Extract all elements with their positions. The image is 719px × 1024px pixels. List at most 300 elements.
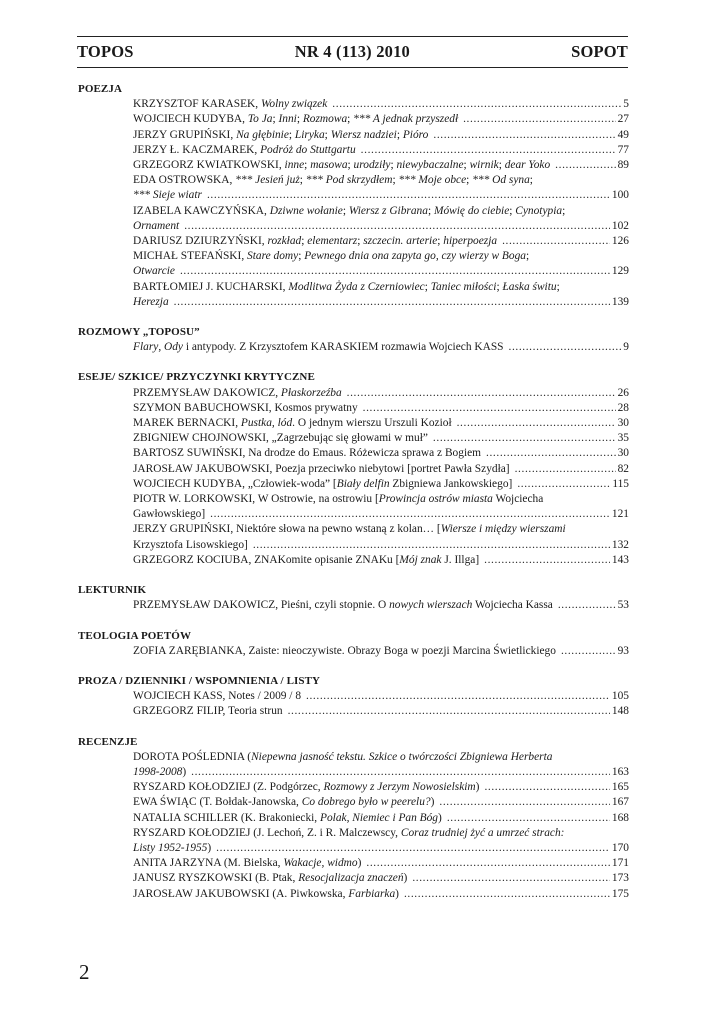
dot-leader	[509, 340, 622, 355]
entry-title-italic: Rozmowy z Jerzym Nowosielskim	[323, 781, 476, 794]
entry-title-italic: Rozmowa	[302, 113, 348, 126]
entry-title-italic: wirnik	[469, 159, 499, 172]
entry-text: WOJCIECH KUDYBA,	[133, 113, 248, 126]
entry-text: Krzysztofa Lisowskiego]	[133, 538, 248, 551]
section-title: TEOLOGIA POETÓW	[78, 629, 192, 642]
toc-entry	[78, 112, 629, 127]
entry-title-italic: masowa	[310, 159, 348, 172]
entry-title-italic: Modlitwa Żyda z Czerniowiec	[288, 280, 425, 293]
toc-entry	[78, 97, 629, 112]
entry-title-italic: Co dobrego było w peerelu?	[301, 796, 431, 809]
toc-entry	[78, 477, 629, 492]
entry-text-group	[133, 598, 553, 613]
entry-title-italic: Ody	[164, 341, 183, 354]
dot-leader	[216, 841, 610, 856]
entry-last-line	[133, 264, 629, 279]
entry-title-italic: Na głębinie	[236, 128, 289, 141]
dot-leader	[361, 143, 616, 158]
entry-text: ;	[288, 128, 295, 141]
entry-last-line	[133, 188, 629, 203]
dot-leader	[463, 112, 616, 127]
entry-text: ANITA JARZYNA (M. Bielska,	[133, 857, 284, 870]
entry-title-italic: Listy 1952-1955	[133, 841, 208, 854]
toc-entry	[78, 401, 629, 416]
entry-text: MICHAŁ STEFAŃSKI,	[133, 250, 248, 263]
entry-text: ZBIGNIEW CHOJNOWSKI, „Zagrzebując się głowami w muł”	[133, 432, 428, 445]
entry-text: ;	[424, 280, 431, 293]
entry-line	[133, 204, 629, 219]
entry-text: JANUSZ RYSZKOWSKI (B. Ptak,	[133, 872, 299, 885]
entry-text: ;	[357, 235, 364, 248]
entry-text: RYSZARD KOŁODZIEJ (Z. Podgórzec,	[133, 781, 324, 794]
entry-text: GRZEGORZ KOCIUBA, ZNAKomite opisanie ZNAKu [	[133, 553, 400, 566]
dot-leader	[180, 264, 610, 279]
entry-title-italic: Biały delfin	[336, 477, 390, 490]
entry-text: ;	[427, 204, 434, 217]
dot-leader	[253, 538, 610, 553]
entry-text: ;	[463, 159, 470, 172]
entry-page-number: 163	[611, 765, 629, 778]
entry-text: ;	[556, 280, 560, 293]
entry-text: SZYMON BABUCHOWSKI, Kosmos prywatny	[133, 401, 358, 414]
entry-text: Wojciecha	[492, 493, 544, 506]
dot-leader	[306, 689, 610, 704]
dot-leader	[486, 446, 616, 461]
entry-title-italic: szczecin. arterie	[363, 235, 438, 248]
entry-text: )	[207, 841, 212, 854]
entry-text-group	[133, 416, 452, 431]
entry-text-group	[133, 386, 342, 401]
entry-line	[133, 826, 629, 841]
entry-text: ;	[466, 174, 473, 187]
entry-last-line	[133, 811, 629, 826]
entry-text: NATALIA SCHILLER (K. Brakoniecki,	[133, 811, 321, 824]
entry-page-number: 100	[611, 189, 629, 202]
toc-entry	[78, 386, 629, 401]
entry-text-group	[133, 795, 434, 810]
entry-text: )	[182, 765, 187, 778]
entry-title-italic: Wiersz nadziei	[330, 128, 397, 141]
entry-title-italic: Liryka	[294, 128, 325, 141]
entry-text-group	[133, 553, 479, 568]
entry-page-number: 93	[617, 644, 629, 657]
entry-text-group	[133, 295, 169, 310]
entry-title-italic: *** A jednak przyszedł	[353, 113, 459, 126]
entry-text: PIOTR W. LORKOWSKI, W Ostrowie, na ostrowiu [	[133, 493, 379, 506]
entry-title-italic: Stare domy	[247, 250, 299, 263]
entry-text-group	[133, 871, 407, 886]
entry-text: ;	[304, 159, 311, 172]
entry-text-group	[133, 689, 301, 704]
toc-entry	[78, 811, 629, 826]
entry-line	[133, 492, 629, 507]
entry-text: DOROTA POŚLEDNIA (	[133, 750, 252, 763]
entry-last-line	[133, 112, 629, 127]
entry-line	[133, 280, 629, 295]
entry-text-group	[133, 128, 428, 143]
entry-page-number: 77	[617, 143, 629, 156]
entry-page-number: 132	[611, 538, 629, 551]
toc-entry	[78, 249, 629, 279]
entry-page-number: 139	[611, 295, 629, 308]
entry-page-number: 121	[611, 508, 629, 521]
entry-title-italic: rozkład	[267, 235, 302, 248]
entry-title-italic: Farbiarka	[348, 887, 396, 900]
entry-line	[133, 750, 629, 765]
entry-text: ;	[498, 159, 505, 172]
entry-last-line	[133, 386, 629, 401]
entry-title-italic: Pewnego dnia ona zapyta go, czy wierzy w Boga	[304, 250, 526, 263]
entry-page-number: 143	[611, 553, 629, 566]
entry-page-number: 35	[617, 432, 629, 445]
toc-entry	[78, 871, 629, 886]
entry-text-group	[133, 264, 175, 279]
entry-line	[133, 522, 629, 537]
dot-leader	[561, 644, 616, 659]
entry-text: ;	[347, 113, 354, 126]
toc-entry	[78, 856, 629, 871]
toc-section	[78, 674, 629, 720]
entry-text: EDA OSTROWSKA,	[133, 174, 236, 187]
toc-section	[78, 629, 629, 659]
entry-page-number: 175	[611, 887, 629, 900]
entry-text: ;	[301, 235, 308, 248]
toc-entry	[78, 887, 629, 902]
entry-page-number: 115	[612, 477, 629, 490]
entry-title-italic: Wolny związek	[260, 98, 328, 111]
entry-title-italic: Polak, Niemiec i Pan Bóg	[320, 811, 439, 824]
dot-leader	[433, 431, 616, 446]
entry-text: Wojciecha Kassa	[472, 599, 553, 612]
entry-text-group	[133, 780, 479, 795]
entry-last-line	[133, 97, 629, 112]
entry-title-italic: *** Sieje wiatr	[133, 189, 202, 202]
entry-title-italic: *** Moje obce	[398, 174, 467, 187]
entry-title-italic: dear Yoko	[504, 159, 551, 172]
entry-last-line	[133, 704, 629, 719]
entry-page-number: 129	[611, 265, 629, 278]
dot-leader	[347, 386, 616, 401]
entry-text-group	[133, 97, 327, 112]
toc-entry	[78, 128, 629, 143]
entry-title-italic: Flary	[133, 341, 159, 354]
entry-text: ;	[396, 128, 403, 141]
entry-last-line	[133, 158, 629, 173]
entry-text: GRZEGORZ FILIP, Teoria strun	[133, 705, 283, 718]
toc-entry	[78, 234, 629, 249]
section-title: POEZJA	[78, 83, 122, 95]
toc-entry	[78, 780, 629, 795]
entry-title-italic: Cynotypia	[515, 204, 563, 217]
dot-leader	[363, 401, 616, 416]
toc-section	[78, 735, 629, 902]
entry-text: ;	[299, 174, 306, 187]
entry-page-number: 53	[617, 599, 629, 612]
toc-entry	[78, 173, 629, 203]
entry-last-line	[133, 219, 629, 234]
entry-page-number: 105	[611, 690, 629, 703]
entry-last-line	[133, 765, 629, 780]
page-number: 2	[79, 960, 90, 984]
entry-text: JERZY GRUPIŃSKI, Niektóre słowa na pewno wstaną z kolan… [	[133, 523, 441, 536]
entry-title-italic: nowych wierszach	[389, 599, 473, 612]
dot-leader	[404, 887, 610, 902]
entry-text: . O jednym wierszu Urszuli Kozioł	[292, 417, 452, 430]
entry-text: )	[403, 872, 408, 885]
entry-title-italic: Mówię do ciebie	[433, 204, 510, 217]
entry-text: KRZYSZTOF KARASEK,	[133, 98, 261, 111]
entry-last-line	[133, 143, 629, 158]
entry-text-group	[133, 112, 458, 127]
entry-text: WOJCIECH KUDYBA, „Człowiek-woda” [	[133, 477, 337, 490]
toc-entry	[78, 143, 629, 158]
entry-text-group	[133, 765, 186, 780]
entry-text: ;	[562, 204, 566, 217]
entry-text: ,	[158, 341, 165, 354]
entry-last-line	[133, 795, 629, 810]
entry-title-italic: urodziły	[353, 159, 391, 172]
entry-title-italic: Prowincja ostrów miasta	[378, 493, 493, 506]
entry-text-group	[133, 856, 361, 871]
entry-text: RYSZARD KOŁODZIEJ (J. Lechoń, Z. i R. Malczewscy,	[133, 826, 401, 839]
entry-last-line	[133, 538, 629, 553]
entry-text-group	[133, 887, 399, 902]
dot-leader	[191, 765, 610, 780]
entry-last-line	[133, 401, 629, 416]
entry-page-number: 102	[611, 219, 629, 232]
section-title: LEKTURNIK	[78, 584, 147, 597]
entry-title-italic: Inni	[278, 113, 297, 126]
entry-title-italic: Łaska świtu	[502, 280, 557, 293]
toc-entry	[78, 750, 629, 780]
toc-entry	[78, 522, 629, 552]
entry-page-number: 126	[611, 235, 629, 248]
entry-last-line	[133, 871, 629, 886]
entry-text-group	[133, 446, 481, 461]
toc-entry	[78, 826, 629, 856]
entry-page-number: 167	[611, 796, 629, 809]
entry-text-group	[133, 431, 428, 446]
entry-text-group	[133, 644, 556, 659]
issue-number: NR 4 (113) 2010	[294, 42, 410, 61]
entry-page-number: 171	[611, 857, 629, 870]
section-title: PROZA / DZIENNIKI / WSPOMNIENIA / LISTY	[78, 674, 321, 687]
entry-page-number: 49	[617, 128, 629, 141]
entry-title-italic: *** Pod skrzydłem	[305, 174, 393, 187]
entry-line	[133, 249, 629, 264]
entry-title-italic: Podróż do Stuttgartu	[260, 143, 356, 156]
entry-text: JERZY GRUPIŃSKI,	[133, 128, 237, 141]
dot-leader	[517, 477, 610, 492]
toc-entry	[78, 340, 629, 355]
toc-entry	[78, 446, 629, 461]
entry-title-italic: *** Od syna	[472, 174, 530, 187]
entry-text-group	[133, 477, 512, 492]
toc-entry	[78, 553, 629, 568]
entry-last-line	[133, 856, 629, 871]
entry-text-group	[133, 462, 510, 477]
dot-leader	[184, 219, 610, 234]
entry-last-line	[133, 477, 629, 492]
entry-text-group	[133, 811, 442, 826]
running-header	[77, 36, 628, 68]
entry-text: )	[430, 796, 435, 809]
entry-text: Gawłowskiego]	[133, 508, 206, 521]
entry-text: J. Illga]	[441, 553, 480, 566]
entry-page-number: 170	[611, 841, 629, 854]
entry-last-line	[133, 644, 629, 659]
entry-text: DARIUSZ DZIURZYŃSKI,	[133, 235, 268, 248]
entry-title-italic: hiperpoezja	[443, 235, 498, 248]
toc-entry	[78, 280, 629, 310]
entry-page-number: 28	[617, 401, 629, 414]
entry-last-line	[133, 295, 629, 310]
entry-text: MAREK BERNACKI,	[133, 417, 241, 430]
entry-text: ;	[342, 204, 349, 217]
entry-title-italic: Otwarcie	[133, 265, 175, 278]
entry-page-number: 9	[623, 341, 629, 354]
entry-text: )	[357, 857, 362, 870]
entry-text: ;	[296, 113, 303, 126]
entry-text: ;	[272, 113, 279, 126]
entry-line	[133, 173, 629, 188]
entry-text: ;	[437, 235, 444, 248]
entry-page-number: 173	[611, 872, 629, 885]
entry-text: )	[475, 781, 480, 794]
toc-entry	[78, 416, 629, 431]
entry-text-group	[133, 234, 497, 249]
entry-title-italic: Wakacje, widmo	[283, 857, 358, 870]
entry-title-italic: To Ja	[247, 113, 273, 126]
entry-title-italic: 1998-2008	[133, 765, 183, 778]
entry-page-number: 89	[617, 159, 629, 172]
entry-last-line	[133, 462, 629, 477]
entry-page-number: 148	[611, 705, 629, 718]
entry-text: JAROSŁAW JAKUBOWSKI, Poezja przeciwko niebytowi [portret Pawła Szydła]	[133, 462, 510, 475]
entry-text-group	[133, 704, 283, 719]
entry-text: BARTOSZ SUWIŃSKI, Na drodze do Emaus. Różewicza sprawa z Bogiem	[133, 447, 482, 460]
dot-leader	[484, 780, 609, 795]
entry-page-number: 5	[623, 98, 629, 111]
entry-title-italic: Niepewna jasność tekstu. Szkice o twórczości Zbigniewa Herberta	[251, 750, 553, 763]
entry-text-group	[133, 538, 248, 553]
entry-title-italic: Taniec miłości	[430, 280, 497, 293]
dot-leader	[366, 856, 610, 871]
entry-text-group	[133, 401, 358, 416]
entry-title-italic: Wiersze i między wierszami	[440, 523, 566, 536]
entry-text-group	[133, 340, 504, 355]
toc-entry	[78, 704, 629, 719]
dot-leader	[332, 97, 621, 112]
entry-text: EWA ŚWIĄC (T. Bołdak-Janowska,	[133, 796, 302, 809]
table-of-contents	[78, 82, 629, 917]
entry-text: )	[438, 811, 442, 824]
dot-leader	[558, 598, 616, 613]
toc-entry	[78, 598, 629, 613]
entry-last-line	[133, 416, 629, 431]
toc-entry	[78, 158, 629, 173]
entry-text-group	[133, 507, 205, 522]
entry-text: ;	[392, 174, 399, 187]
journal-title: TOPOS	[77, 42, 134, 61]
toc-section	[78, 82, 629, 310]
toc-entry	[78, 644, 629, 659]
entry-page-number: 30	[617, 417, 629, 430]
toc-section	[78, 583, 629, 613]
entry-text: JAROSŁAW JAKUBOWSKI (A. Piwkowska,	[133, 887, 349, 900]
entry-text-group	[133, 219, 179, 234]
entry-title-italic: Pióro	[402, 128, 429, 141]
toc-entry	[78, 462, 629, 477]
entry-last-line	[133, 553, 629, 568]
entry-text: ;	[525, 250, 530, 263]
dot-leader	[210, 507, 610, 522]
section-title: ROZMOWY „TOPOSU”	[78, 326, 200, 339]
entry-last-line	[133, 234, 629, 249]
dot-leader	[484, 553, 610, 568]
dot-leader	[288, 704, 610, 719]
entry-title-italic: Wiersz z Gibrana	[348, 204, 428, 217]
entry-text: )	[395, 887, 399, 900]
entry-last-line	[133, 887, 629, 902]
toc-section	[78, 370, 629, 568]
entry-title-italic: inne	[284, 159, 305, 172]
entry-page-number: 30	[617, 447, 629, 460]
entry-page-number: 26	[617, 386, 629, 399]
section-title: RECENZJE	[78, 735, 138, 748]
dot-leader	[174, 295, 610, 310]
entry-text: ;	[509, 204, 516, 217]
entry-last-line	[133, 340, 629, 355]
dot-leader	[447, 811, 610, 826]
entry-last-line	[133, 841, 629, 856]
entry-text: ;	[496, 280, 503, 293]
toc-entry	[78, 795, 629, 810]
toc-entry	[78, 204, 629, 234]
entry-text: WOJCIECH KASS, Notes / 2009 / 8	[133, 690, 302, 703]
entry-last-line	[133, 598, 629, 613]
dot-leader	[433, 128, 615, 143]
dot-leader	[207, 188, 610, 203]
entry-text: BARTŁOMIEJ J. KUCHARSKI,	[133, 280, 289, 293]
dot-leader	[555, 158, 615, 173]
entry-title-italic: niewybaczalne	[396, 159, 464, 172]
entry-text: IZABELA KAWCZYŃSKA,	[133, 204, 270, 217]
section-title: ESEJE/ SZKICE/ PRZYCZYNKI KRYTYCZNE	[78, 371, 315, 384]
entry-title-italic: *** Jesień już	[235, 174, 300, 187]
toc-entry	[78, 689, 629, 704]
entry-text: GRZEGORZ KWIATKOWSKI,	[133, 159, 285, 172]
entry-title-italic: Ornament	[133, 219, 180, 232]
entry-text: ;	[390, 159, 397, 172]
entry-title-italic: Pustka, lód	[240, 417, 293, 430]
journal-city: SOPOT	[571, 42, 628, 61]
entry-page-number: 82	[617, 462, 629, 475]
entry-last-line	[133, 780, 629, 795]
entry-title-italic: Resocjalizacja znaczeń	[298, 872, 404, 885]
entry-text: ;	[529, 174, 533, 187]
dot-leader	[502, 234, 610, 249]
dot-leader	[515, 462, 616, 477]
entry-text-group	[133, 188, 202, 203]
entry-text-group	[133, 841, 211, 856]
entry-text: Zbigniewa Jankowskiego]	[389, 477, 513, 490]
entry-last-line	[133, 507, 629, 522]
entry-text: ;	[324, 128, 331, 141]
entry-text: JERZY Ł. KACZMAREK,	[133, 143, 261, 156]
dot-leader	[457, 416, 616, 431]
toc-entry	[78, 431, 629, 446]
